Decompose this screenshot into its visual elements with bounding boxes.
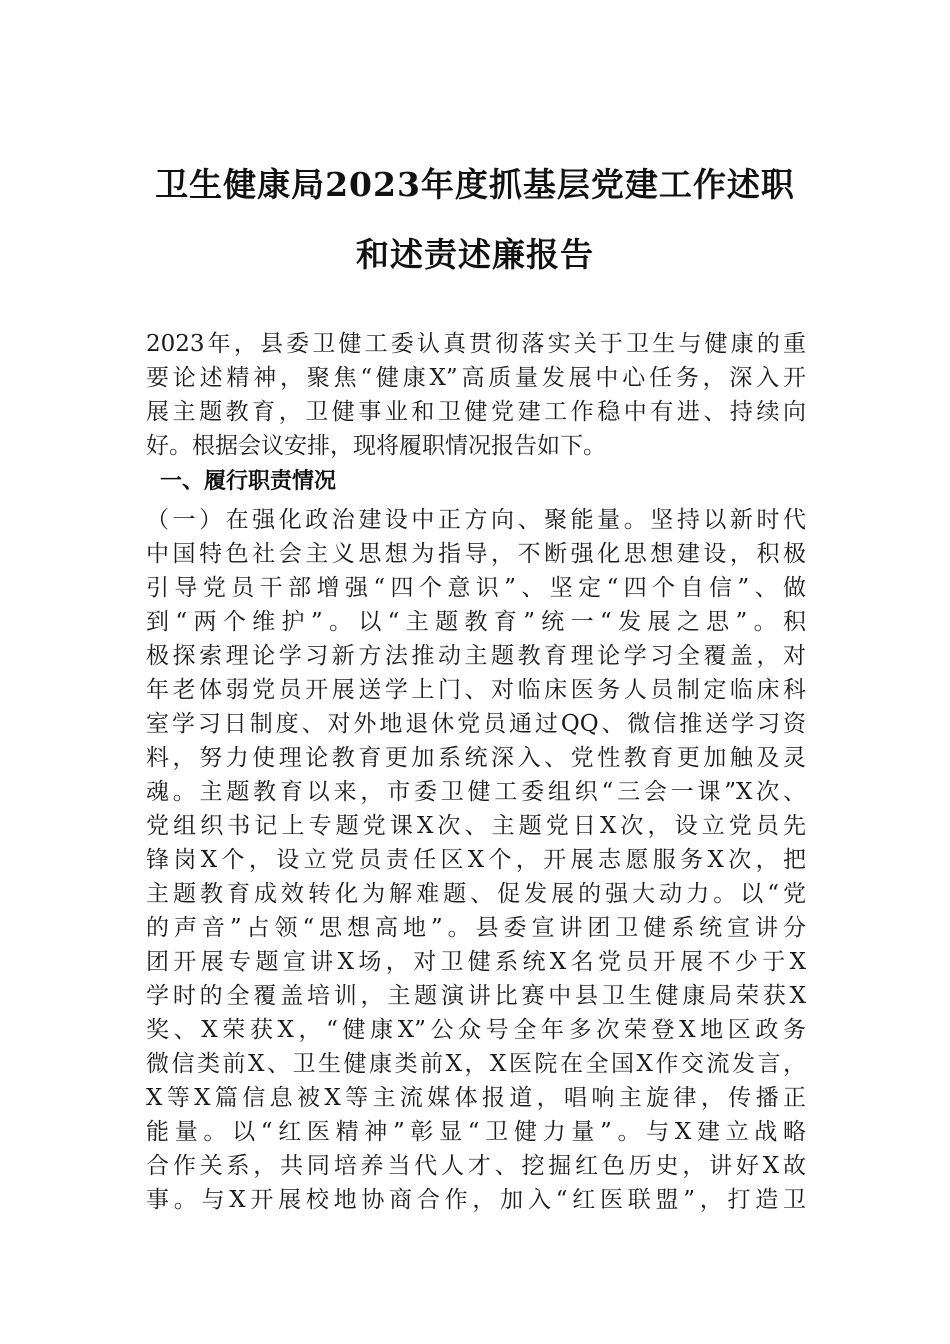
body-line: 引导党员干部增强“四个意识”、坚定“四个自信”、做	[146, 575, 806, 601]
body-line: 到“两个维护”。以“主题教育”统一“发展之思”。积	[146, 609, 806, 635]
body-line: 事。与X开展校地协商合作，加入“红医联盟”，打造卫	[146, 1187, 806, 1213]
body-line: 室学习日制度、对外地退休党员通过QQ、微信推送学习资	[146, 711, 806, 737]
intro-line: 好。根据会议安排，现将履职情况报告如下。	[146, 433, 606, 459]
body-line: 能量。以“红医精神”彰显“卫健力量”。与X建立战略	[146, 1119, 806, 1145]
section-heading: 一、履行职责情况	[160, 469, 337, 494]
intro-line: 2023年，县委卫健工委认真贯彻落实关于卫生与健康的重	[146, 331, 806, 357]
document-title-line-1: 卫生健康局2023年度抓基层党建工作述职	[155, 165, 795, 204]
body-line: 魂。主题教育以来，市委卫健工委组织“三会一课”X次、	[146, 779, 806, 805]
body-line: 锋岗X个，设立党员责任区X个，开展志愿服务X次，把	[146, 847, 806, 873]
intro-line: 展主题教育，卫健事业和卫健党建工作稳中有进、持续向	[146, 399, 806, 425]
body-line: 学时的全覆盖培训，主题演讲比赛中县卫生健康局荣获X	[146, 983, 806, 1009]
body-line: 奖、X荣获X，“健康X”公众号全年多次荣登X地区政务	[146, 1017, 806, 1043]
body-line: 团开展专题宣讲X场，对卫健系统X名党员开展不少于X	[146, 949, 806, 975]
intro-line: 要论述精神，聚焦“健康X”高质量发展中心任务，深入开	[146, 365, 806, 391]
body-line: X等X篇信息被X等主流媒体报道，唱响主旋律，传播正	[146, 1085, 806, 1111]
body-line: 主题教育成效转化为解难题、促发展的强大动力。以“党	[146, 881, 806, 907]
body-line: 的声音”占领“思想高地”。县委宣讲团卫健系统宣讲分	[146, 915, 806, 941]
body-line: 微信类前X、卫生健康类前X，X医院在全国X作交流发言，	[146, 1051, 806, 1077]
body-line: 极探索理论学习新方法推动主题教育理论学习全覆盖，对	[146, 643, 806, 669]
body-line: 中国特色社会主义思想为指导，不断强化思想建设，积极	[146, 541, 806, 567]
body-line: 年老体弱党员开展送学上门、对临床医务人员制定临床科	[146, 677, 806, 703]
body-line: 党组织书记上专题党课X次、主题党日X次，设立党员先	[146, 813, 806, 839]
body-line: 合作关系，共同培养当代人才、挖掘红色历史，讲好X故	[146, 1153, 806, 1179]
body-line: （一）在强化政治建设中正方向、聚能量。坚持以新时代	[146, 507, 806, 533]
document-title-line-2: 和述责述廉报告	[356, 235, 594, 274]
body-line: 料，努力使理论教育更加系统深入、党性教育更加触及灵	[146, 745, 806, 771]
